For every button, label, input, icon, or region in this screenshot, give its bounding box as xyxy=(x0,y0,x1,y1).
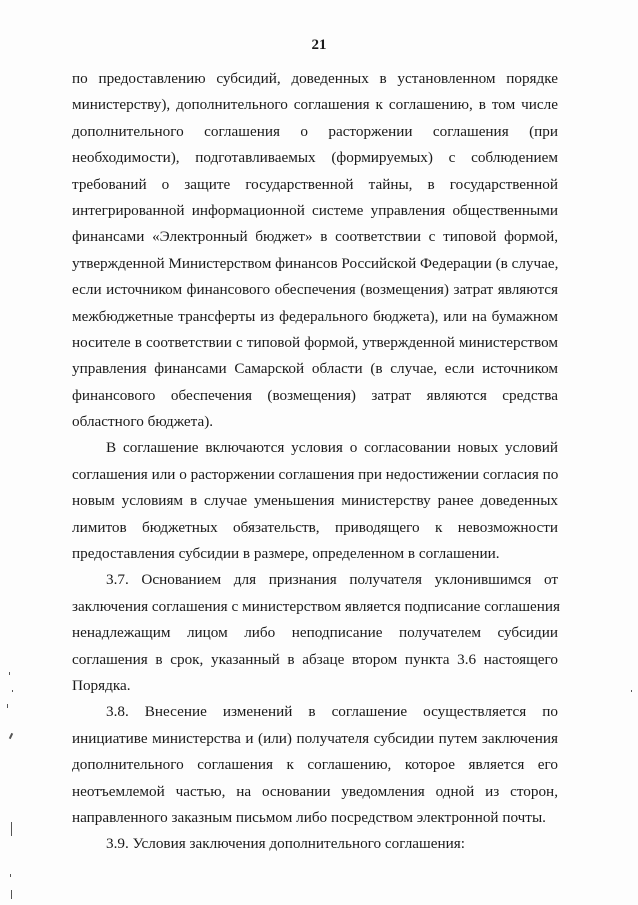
text-line: дополнительного соглашения о расторжении соглашения (при xyxy=(72,122,558,140)
scan-mark xyxy=(10,874,11,877)
text-line: 3.8. Внесение изменений в соглашение осуществляется по xyxy=(106,703,558,721)
scan-mark xyxy=(631,690,632,692)
scan-mark xyxy=(9,672,10,675)
text-line: направленного заказным письмом либо посредством электронной почты. xyxy=(72,808,546,826)
text-line: утвержденной Министерством финансов Российской Федерации (в случае, xyxy=(72,254,559,272)
text-line: В соглашение включаются условия о согласовании новых условий xyxy=(106,439,558,457)
scan-mark xyxy=(11,890,12,899)
text-line: носителе в соответствии с типовой формой, утвержденной министерством xyxy=(72,333,558,351)
text-line: лимитов бюджетных обязательств, приводящего к невозможности xyxy=(72,518,558,536)
text-line: межбюджетные трансферты из федерального бюджета), или на бумажном xyxy=(72,307,558,325)
text-line: соглашения в срок, указанный в абзаце втором пункта 3.6 настоящего xyxy=(72,650,558,668)
text-line: необходимости), подготавливаемых (формируемых) с соблюдением xyxy=(72,149,558,167)
scan-mark xyxy=(11,822,12,836)
text-line: дополнительного соглашения к соглашению, которое является его xyxy=(72,756,558,774)
text-line: 3.7. Основанием для признания получателя уклонившимся от xyxy=(106,571,558,589)
text-line: областного бюджета). xyxy=(72,413,214,431)
text-line: финансами «Электронный бюджет» в соответствии с типовой формой, xyxy=(72,228,558,246)
text-line: по предоставлению субсидий, доведенных в установленном порядке xyxy=(72,70,558,87)
scan-mark xyxy=(7,704,8,708)
page-number: 21 xyxy=(311,37,327,53)
text-line: ненадлежащим лицом либо неподписание получателем субсидии xyxy=(72,624,558,642)
text-line: заключения соглашения с министерством является подписание соглашения xyxy=(72,597,560,615)
text-line: предоставления субсидии в размере, определенном в соглашении. xyxy=(72,545,500,563)
text-line: неотъемлемой частью, на основании уведомления одной из сторон, xyxy=(72,782,558,800)
document-body xyxy=(72,66,558,858)
scan-mark xyxy=(9,733,13,739)
text-line: 3.9. Условия заключения дополнительного соглашения: xyxy=(106,835,465,853)
text-line: если источником финансового обеспечения (возмещения) затрат являются xyxy=(72,281,558,299)
text-line: Порядка. xyxy=(72,676,131,694)
scan-mark xyxy=(12,690,13,692)
text-line: управления финансами Самарской области (в случае, если источником xyxy=(72,360,558,378)
text-line: финансового обеспечения (возмещения) затрат являются средства xyxy=(72,386,558,404)
text-line: инициативе министерства и (или) получателя субсидии путем заключения xyxy=(72,729,558,747)
text-line: интегрированной информационной системе управления общественными xyxy=(72,201,558,219)
text-line: соглашения или о расторжении соглашения при недостижении согласия по xyxy=(72,465,559,483)
text-line: требований о защите государственной тайны, в государственной xyxy=(72,175,558,193)
text-line: новым условиям в случае уменьшения министерству ранее доведенных xyxy=(72,492,558,510)
text-line: министерству), дополнительного соглашения к соглашению, в том числе xyxy=(72,96,558,114)
